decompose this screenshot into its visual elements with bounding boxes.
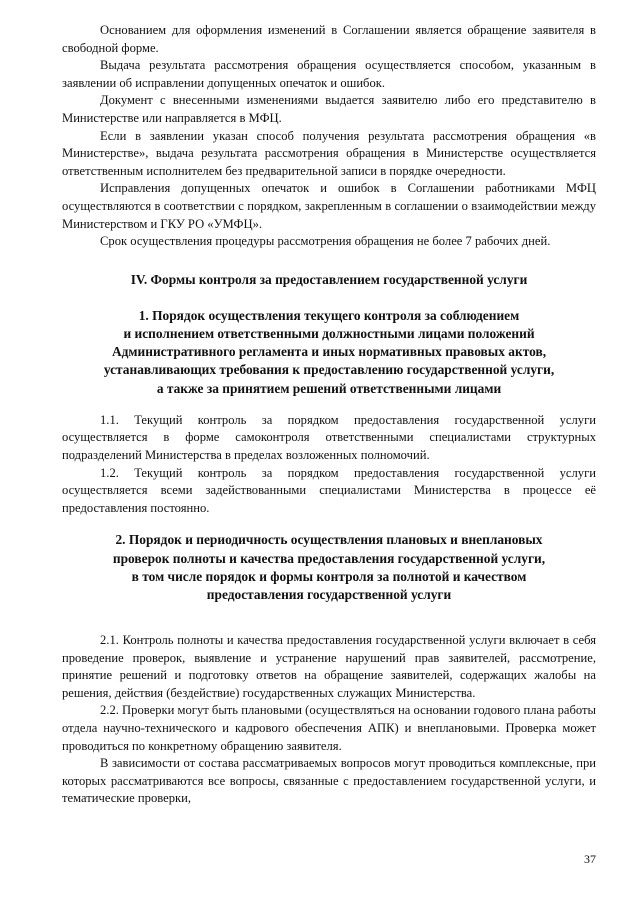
paragraph: Основанием для оформления изменений в Соглашении является обращение заявителя в свободной форме. [62, 23, 596, 55]
paragraph: 2.2. Проверки могут быть плановыми (осуществляться на основании годового плана работы отдела научно-технического и кадрового обеспечения АПК) и внеплановыми. Проверка может проводиться по конкретному обращению заявителя. [62, 703, 596, 753]
spacer [62, 618, 596, 632]
subsection-heading-line: проверок полноты и качества предоставления государственной услуги, [112, 550, 546, 566]
subsection-heading-line: и исполнением ответственными должностными лицами положений [123, 325, 535, 341]
subsection-heading-line: предоставления государственной услуги [206, 586, 452, 602]
subsection-heading-line: а также за принятием решений ответственными лицами [156, 380, 502, 396]
paragraph: Если в заявлении указан способ получения результата рассмотрения обращения «в Министерстве», выдача результата рассмотрения обращения в Министерстве осуществляется ответственным исполнителем без предварительной записи в порядке очередности. [62, 128, 596, 178]
subsection-heading [62, 307, 596, 398]
document-page [62, 22, 596, 808]
subsection-heading-line: 2. Порядок и периодичность осуществления плановых и внеплановых [115, 532, 543, 548]
paragraph: Исправления допущенных опечаток и ошибок в Соглашении работниками МФЦ осуществляются в соответствии с порядком, закрепленным в соглашении о взаимодействии между Министерством и ГКУ РО «УМФЦ». [62, 181, 596, 231]
spacer [62, 517, 596, 531]
paragraph: 1.2. Текущий контроль за порядком предоставления государственной услуги осуществляется всеми задействованными специалистами Министерства в процессе её предоставления постоянно. [62, 465, 596, 515]
paragraph: 1.1. Текущий контроль за порядком предоставления государственной услуги осуществляется в форме самоконтроля ответственными специалистами структурных подразделений Министерства в пределах возложенных полномочий. [62, 412, 596, 462]
subsection-heading-line: устанавливающих требования к предоставлению государственной услуги, [103, 362, 555, 378]
subsection-heading-line: в том числе порядок и формы контроля за полнотой и качеством [131, 568, 527, 584]
subsection-heading [62, 531, 596, 604]
paragraph: Срок осуществления процедуры рассмотрения обращения не более 7 рабочих дней. [100, 234, 551, 249]
paragraph: Документ с внесенными изменениями выдается заявителю либо его представителю в Министерстве или направляется в МФЦ. [62, 93, 596, 125]
paragraph: В зависимости от состава рассматриваемых вопросов могут проводиться комплексные, при которых рассматриваются все вопросы, связанные с предоставлением государственной услуги, и тематические проверки, [62, 756, 596, 806]
paragraph: 2.1. Контроль полноты и качества предоставления государственной услуги включает в себя проведение проверок, выявление и устранение нарушений прав заявителей, рассмотрение, принятие решений и подготовку ответов на обращение заявителей, содержащих жалобы на решения, действия (бездействие) государственных служащих Министерства. [62, 633, 596, 700]
subsection-heading-line: Административного регламента и иных нормативных правовых актов, [111, 344, 547, 360]
page-number: 37 [584, 852, 596, 866]
section-heading: IV. Формы контроля за предоставлением государственной услуги [130, 271, 528, 287]
paragraph: Выдача результата рассмотрения обращения осуществляется способом, указанным в заявлении об исправлении допущенных опечаток и ошибок. [62, 58, 596, 90]
subsection-heading-line: 1. Порядок осуществления текущего контроля за соблюдением [138, 307, 520, 323]
